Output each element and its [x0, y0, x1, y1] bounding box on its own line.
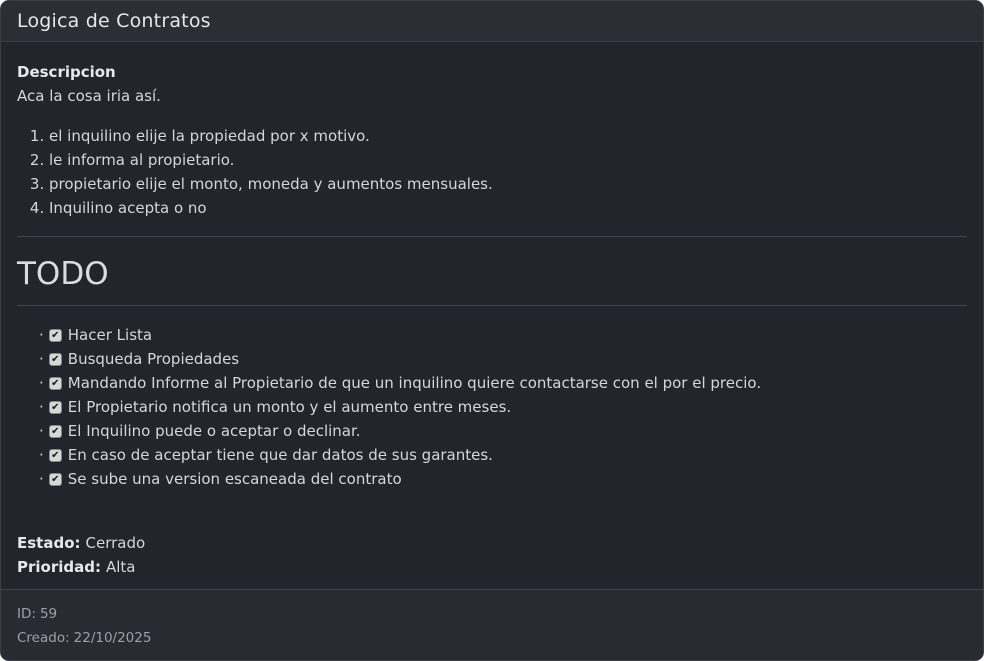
step-text: Inquilino acepta o no	[49, 199, 207, 217]
status-value: Cerrado	[85, 534, 146, 552]
priority-value: Alta	[105, 558, 136, 576]
step-item	[49, 196, 967, 220]
status-label: Estado:	[17, 534, 81, 552]
status-line	[17, 531, 967, 555]
card-header	[1, 1, 983, 42]
checked-checkbox-icon	[49, 449, 62, 462]
todo-item	[39, 419, 967, 443]
checked-checkbox-icon	[49, 329, 62, 342]
todo-item	[39, 443, 967, 467]
created-value: 22/10/2025	[73, 630, 152, 646]
checked-checkbox-icon	[49, 401, 62, 414]
todo-heading: TODO	[17, 255, 967, 306]
created-line	[17, 626, 967, 650]
id-line	[17, 602, 967, 626]
description-heading: Descripcion	[17, 63, 116, 81]
checked-checkbox-icon	[49, 425, 62, 438]
description-text: Aca la cosa iria así.	[17, 87, 161, 105]
todo-list	[17, 323, 967, 491]
todo-item	[39, 347, 967, 371]
card-body	[1, 42, 983, 589]
todo-item	[39, 371, 967, 395]
todo-item-label: · Busqueda Propiedades	[67, 350, 240, 368]
meta-block	[17, 531, 967, 579]
card-title: Logica de Contratos	[17, 10, 211, 32]
todo-item	[39, 395, 967, 419]
todo-item-label: · Se sube una version escaneada del contrato	[67, 470, 402, 488]
todo-item-label: · En caso de aceptar tiene que dar datos de sus garantes.	[67, 446, 493, 464]
step-text: propietario elije el monto, moneda y aumentos mensuales.	[49, 175, 493, 193]
step-text: le informa al propietario.	[49, 151, 235, 169]
todo-item-label: · El Inquilino puede o aceptar o declinar.	[67, 422, 361, 440]
step-item	[49, 124, 967, 148]
card-footer	[1, 589, 983, 660]
todo-item	[39, 323, 967, 347]
todo-item-label: · Mandando Informe al Propietario de que un inquilino quiere contactarse con el por el precio.	[67, 374, 762, 392]
priority-line	[17, 555, 967, 579]
checked-checkbox-icon	[49, 377, 62, 390]
todo-item-label: · Hacer Lista	[67, 326, 153, 344]
checked-checkbox-icon	[49, 353, 62, 366]
step-item	[49, 148, 967, 172]
created-label: Creado:	[17, 630, 70, 646]
checked-checkbox-icon	[49, 473, 62, 486]
section-divider	[17, 236, 967, 237]
priority-label: Prioridad:	[17, 558, 101, 576]
step-text: el inquilino elije la propiedad por x motivo.	[49, 127, 370, 145]
steps-list	[17, 124, 967, 220]
todo-item	[39, 467, 967, 491]
todo-item-label: · El Propietario notifica un monto y el aumento entre meses.	[67, 398, 512, 416]
id-value: 59	[39, 606, 58, 622]
id-label: ID:	[17, 606, 36, 622]
step-item	[49, 172, 967, 196]
